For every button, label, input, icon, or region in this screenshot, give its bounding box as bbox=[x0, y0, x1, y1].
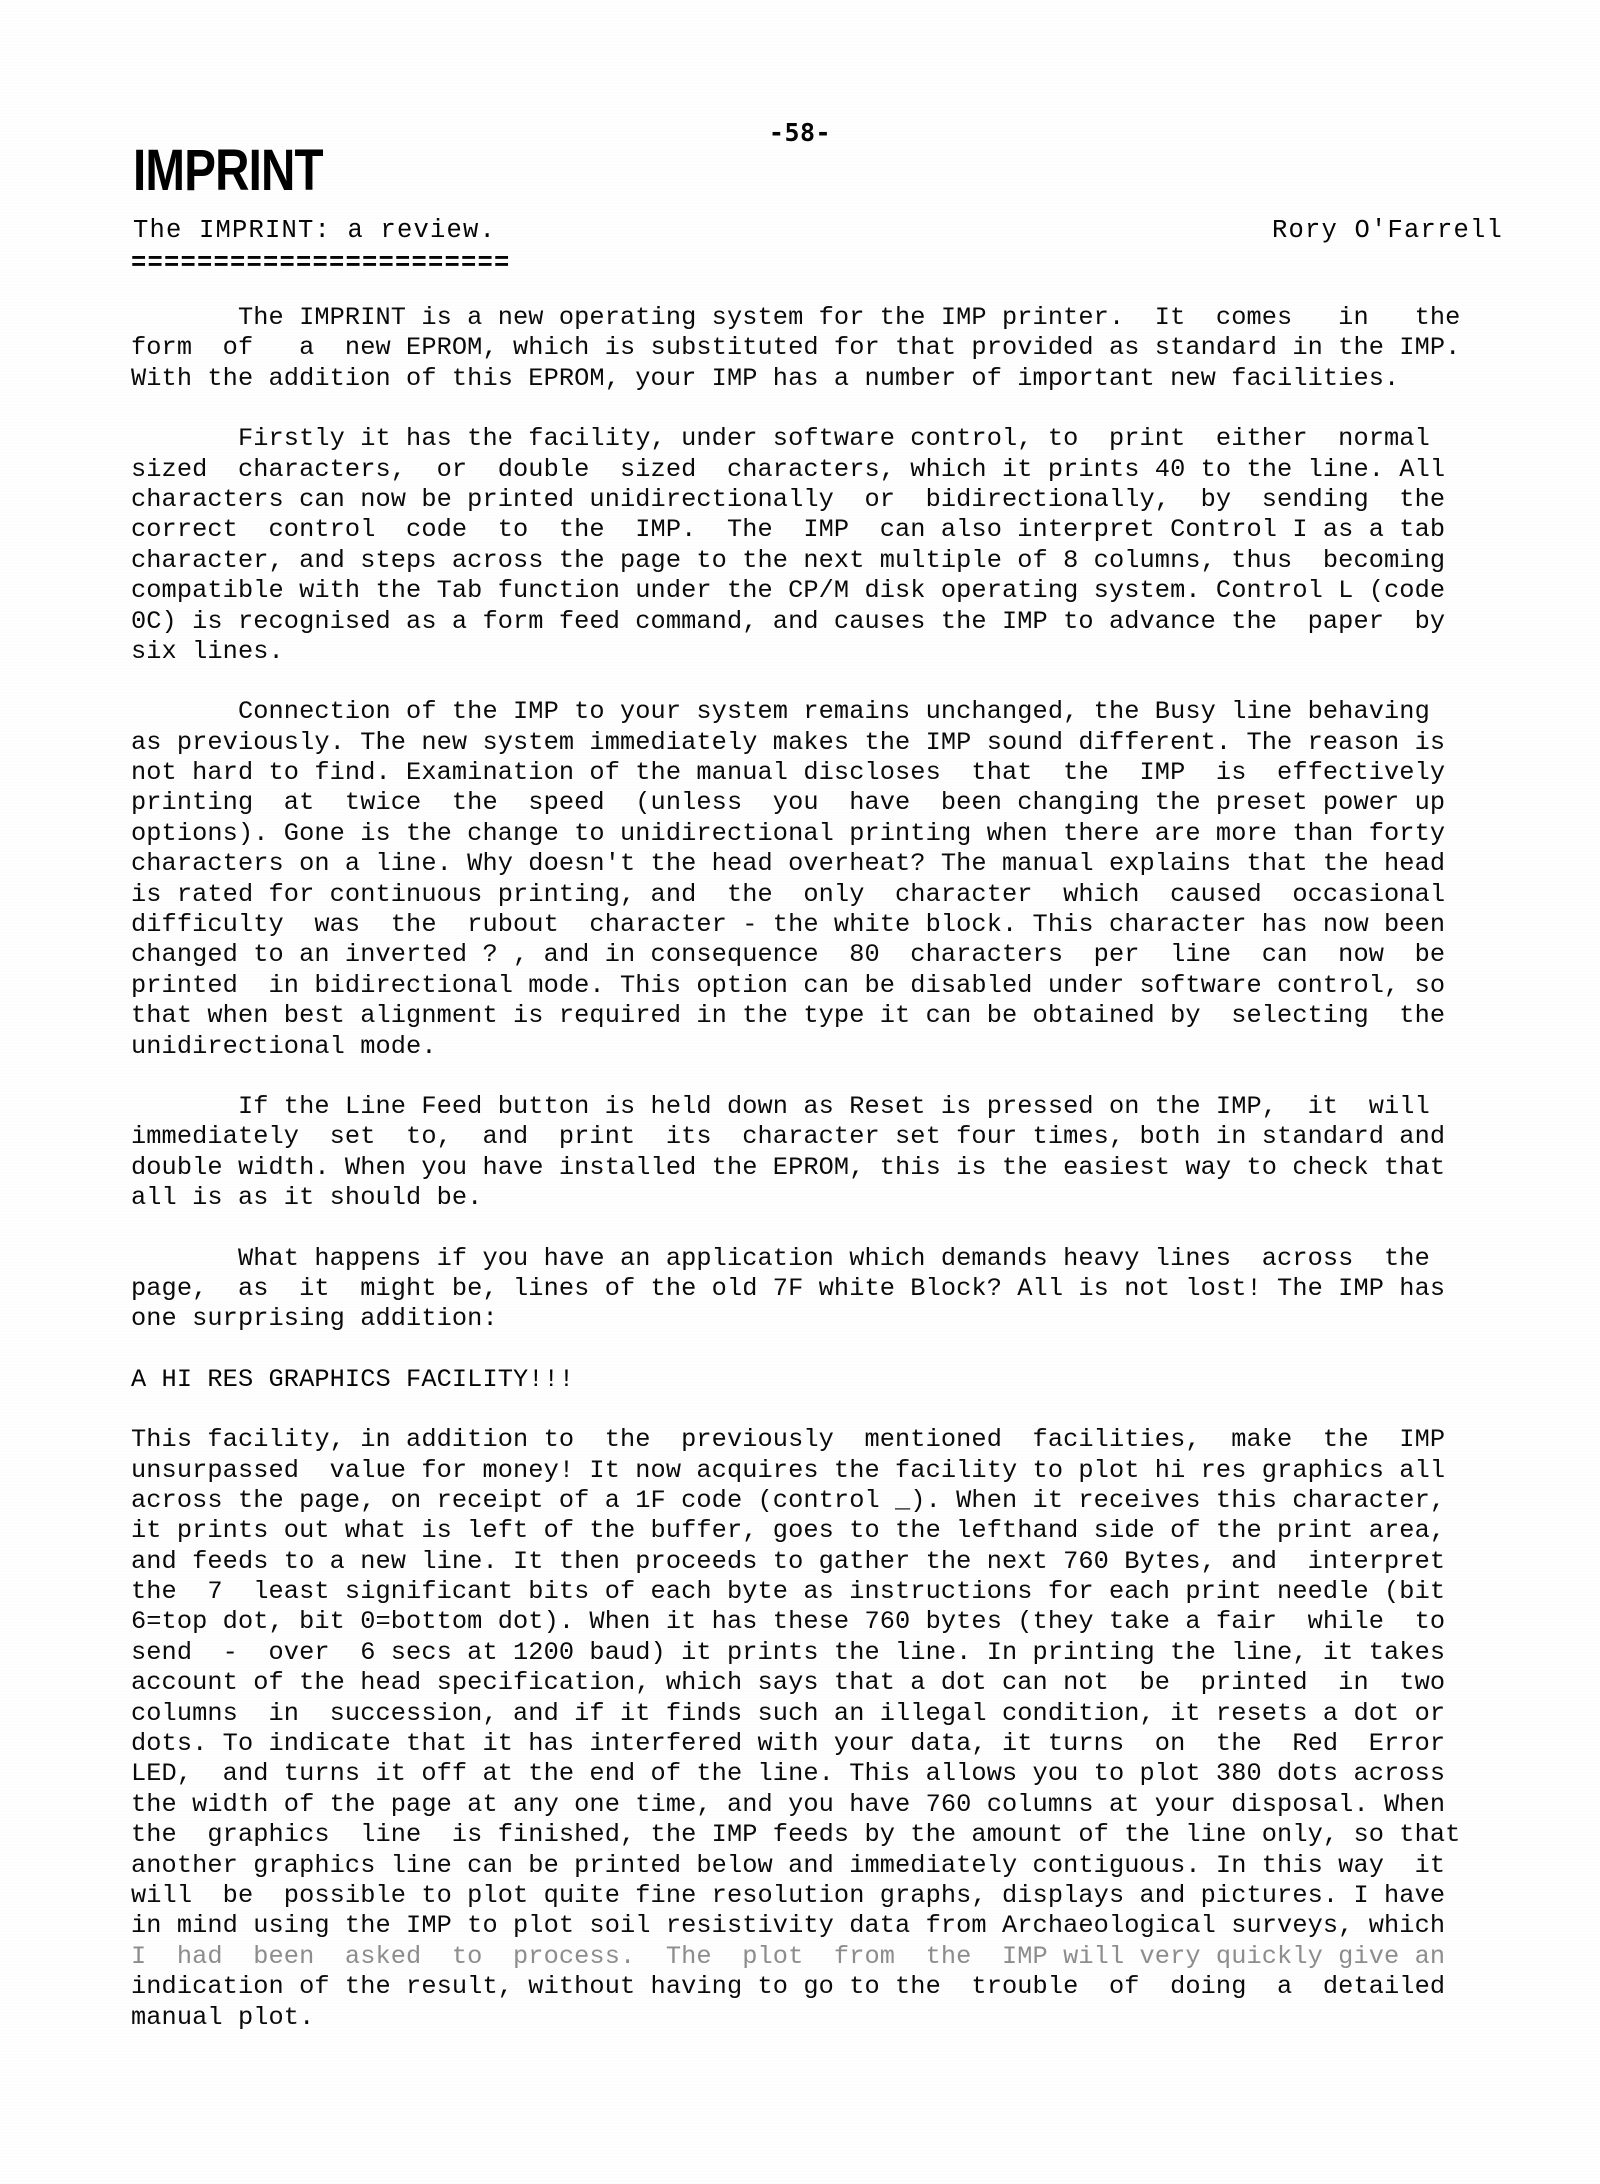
text-line: LED, and turns it off at the end of the line. This allows you to plot 380 dots across bbox=[131, 1759, 1446, 1789]
text-line: is rated for continuous printing, and the only character which caused occasional bbox=[131, 879, 1446, 909]
text-line: all is as it should be. bbox=[131, 1183, 483, 1213]
paragraph-6 bbox=[131, 1425, 1483, 2033]
text-line: account of the head specification, which says that a dot can not be printed in two bbox=[131, 1668, 1446, 1698]
subtitle-row bbox=[133, 216, 1503, 245]
paragraph-gap bbox=[131, 1395, 1483, 1425]
text-line: it prints out what is left of the buffer, goes to the lefthand side of the print area, bbox=[131, 1516, 1446, 1546]
author-byline: Rory O'Farrell bbox=[1271, 216, 1503, 245]
equals-rule: ======================= bbox=[131, 249, 511, 278]
text-line: correct control code to the IMP. The IMP can also interpret Control I as a tab bbox=[131, 515, 1446, 545]
paragraph-gap bbox=[131, 1335, 1483, 1365]
text-line: in mind using the IMP to plot soil resistivity data from Archaeological surveys, which bbox=[131, 1911, 1446, 1941]
text-line: the width of the page at any one time, and you have 760 columns at your disposal. When bbox=[131, 1789, 1446, 1819]
text-line: printed in bidirectional mode. This option can be disabled under software control, so bbox=[131, 970, 1446, 1000]
text-line: sized characters, or double sized characters, which it prints 40 to the line. All bbox=[131, 454, 1446, 484]
text-line: form of a new EPROM, which is substituted for that provided as standard in the IMP. bbox=[131, 333, 1461, 363]
text-line: another graphics line can be printed below and immediately contiguous. In this way it bbox=[131, 1850, 1446, 1880]
paragraph-4 bbox=[131, 1092, 1483, 1214]
text-line: indication of the result, without having to go to the trouble of doing a detailed bbox=[131, 1972, 1446, 2002]
page-number: -58- bbox=[768, 118, 832, 147]
text-line: six lines. bbox=[131, 636, 284, 666]
text-line: difficulty was the rubout character - the white block. This character has now been bbox=[131, 910, 1446, 940]
text-line: Connection of the IMP to your system remains unchanged, the Busy line behaving bbox=[131, 697, 1430, 727]
text-line: not hard to find. Examination of the manual discloses that the IMP is effectively bbox=[131, 758, 1446, 788]
text-line: This facility, in addition to the previously mentioned facilities, make the IMP bbox=[131, 1425, 1446, 1455]
text-line: dots. To indicate that it has interfered with your data, it turns on the Red Error bbox=[131, 1729, 1446, 1759]
text-line: options). Gone is the change to unidirectional printing when there are more than forty bbox=[131, 818, 1446, 848]
text-line: 6=top dot, bit 0=bottom dot). When it has these 760 bytes (they take a fair while to bbox=[131, 1607, 1446, 1637]
text-line: unsurpassed value for money! It now acquires the facility to plot hi res graphics all bbox=[131, 1455, 1446, 1485]
text-line: changed to an inverted ? , and in consequence 80 characters per line can now be bbox=[131, 940, 1446, 970]
text-line: across the page, on receipt of a 1F code (control _). When it receives this character, bbox=[131, 1485, 1446, 1515]
text-line: one surprising addition: bbox=[131, 1304, 498, 1334]
article-subtitle: The IMPRINT: a review. bbox=[133, 216, 497, 245]
text-line: The IMPRINT is a new operating system for the IMP printer. It comes in the bbox=[131, 303, 1461, 332]
text-line: the 7 least significant bits of each byte as instructions for each print needle (bit bbox=[131, 1577, 1446, 1607]
paragraph-gap bbox=[131, 1062, 1483, 1092]
text-line: characters on a line. Why doesn't the head overheat? The manual explains that the head bbox=[131, 849, 1446, 879]
text-line: What happens if you have an application which demands heavy lines across the bbox=[131, 1243, 1430, 1273]
text-line: page, as it might be, lines of the old 7F white Block? All is not lost! The IMP has bbox=[131, 1273, 1446, 1303]
text-line: send - over 6 secs at 1200 baud) it prints the line. In printing the line, it takes bbox=[131, 1637, 1446, 1667]
article-body bbox=[131, 303, 1483, 2033]
paragraph-5 bbox=[131, 1244, 1483, 1335]
text-line: double width. When you have installed the EPROM, this is the easiest way to check that bbox=[131, 1152, 1446, 1182]
paragraph-gap bbox=[131, 394, 1483, 424]
text-line: printing at twice the speed (unless you have been changing the preset power up bbox=[131, 788, 1446, 818]
text-line: will be possible to plot quite fine resolution graphs, displays and pictures. I have bbox=[131, 1880, 1446, 1910]
text-line: immediately set to, and print its character set four times, both in standard and bbox=[131, 1122, 1446, 1152]
text-line: With the addition of this EPROM, your IMP has a number of important new facilities. bbox=[131, 363, 1400, 393]
text-line: If the Line Feed button is held down as Reset is pressed on the IMP, it will bbox=[131, 1091, 1430, 1121]
text-line: manual plot. bbox=[131, 2002, 315, 2032]
section-heading: A HI RES GRAPHICS FACILITY!!! bbox=[131, 1364, 575, 1394]
paragraph-gap bbox=[131, 667, 1483, 697]
text-line: character, and steps across the page to the next multiple of 8 columns, thus becoming bbox=[131, 545, 1446, 575]
text-line: the graphics line is finished, the IMP feeds by the amount of the line only, so that bbox=[131, 1820, 1461, 1850]
text-line: unidirectional mode. bbox=[131, 1031, 437, 1061]
text-line: 0C) is recognised as a form feed command, and causes the IMP to advance the paper by bbox=[131, 606, 1446, 636]
paragraph-3 bbox=[131, 697, 1483, 1062]
paragraph-1 bbox=[131, 303, 1483, 394]
paragraph-gap bbox=[131, 1214, 1483, 1244]
paragraph-2 bbox=[131, 424, 1483, 667]
masthead-title: IMPRINT bbox=[133, 138, 323, 203]
text-line: that when best alignment is required in the type it can be obtained by selecting the bbox=[131, 1001, 1446, 1031]
text-line: as previously. The new system immediately makes the IMP sound different. The reason is bbox=[131, 727, 1446, 757]
text-line: compatible with the Tab function under the CP/M disk operating system. Control L (code bbox=[131, 576, 1446, 606]
text-line: Firstly it has the facility, under software control, to print either normal bbox=[131, 424, 1430, 454]
text-line-faded: I had been asked to process. The plot from the IMP will very quickly give an bbox=[131, 1941, 1446, 1971]
text-line: characters can now be printed unidirectionally or bidirectionally, by sending the bbox=[131, 484, 1446, 514]
text-line: and feeds to a new line. It then proceeds to gather the next 760 Bytes, and interpret bbox=[131, 1546, 1446, 1576]
text-line: columns in succession, and if it finds such an illegal condition, it resets a dot or bbox=[131, 1698, 1446, 1728]
